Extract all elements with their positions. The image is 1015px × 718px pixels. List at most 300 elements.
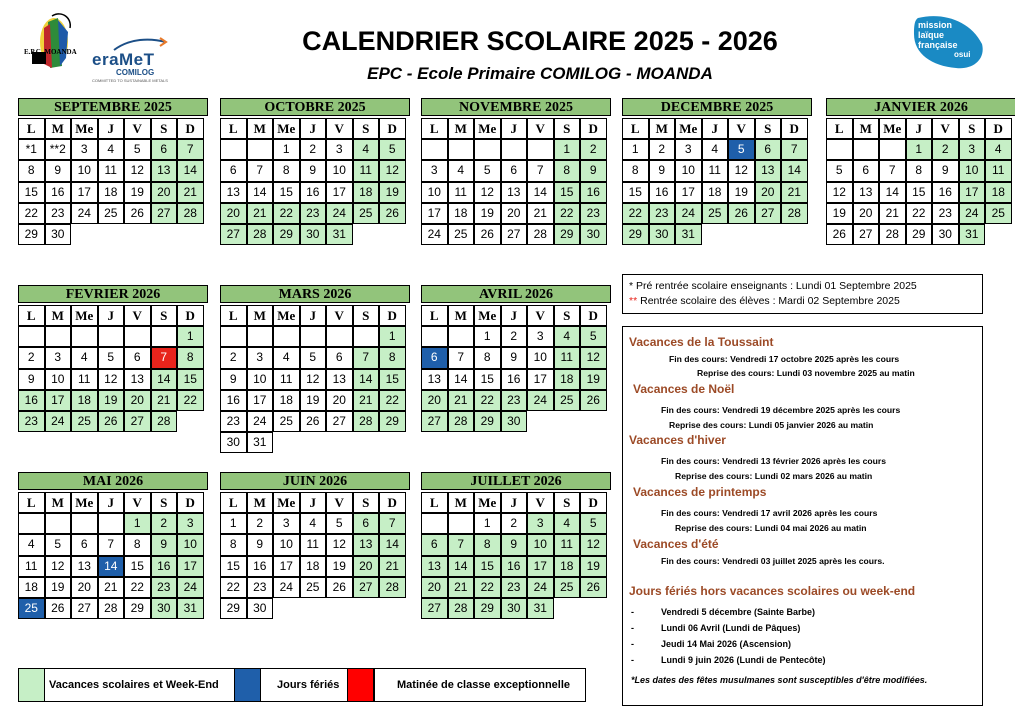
day-cell: 8 [474, 534, 501, 555]
calendar-month-june [220, 472, 410, 619]
day-cell: 21 [98, 577, 125, 598]
weekday-header: L [18, 492, 45, 513]
weekday-header: M [45, 305, 72, 326]
day-cell: 25 [985, 203, 1012, 224]
weekday-header: S [554, 118, 581, 139]
day-cell: 31 [326, 224, 353, 245]
toussaint-resume: Reprise des cours: Lundi 03 novembre 2025 au matin [697, 368, 915, 378]
day-cell: 24 [247, 411, 274, 432]
day-cell: 26 [474, 224, 501, 245]
day-cell: 5 [379, 139, 406, 160]
day-cell-blank [448, 513, 475, 534]
day-cell: 16 [247, 556, 274, 577]
day-cell: 17 [71, 182, 98, 203]
day-cell: 9 [151, 534, 178, 555]
day-cell: 21 [151, 390, 178, 411]
day-cell: 14 [879, 182, 906, 203]
weekday-header: M [247, 118, 274, 139]
legend [18, 668, 586, 702]
day-cell: 17 [326, 182, 353, 203]
day-cell: 8 [220, 534, 247, 555]
day-cell: 7 [247, 160, 274, 181]
day-cell: 25 [353, 203, 380, 224]
day-cell: 11 [985, 160, 1012, 181]
day-cell: 7 [98, 534, 125, 555]
day-cell: 3 [959, 139, 986, 160]
noel-heading: Vacances de Noël [633, 382, 735, 396]
day-cell: 19 [580, 369, 607, 390]
day-cell: 5 [98, 347, 125, 368]
day-cell-blank [326, 326, 353, 347]
day-cell: 8 [554, 160, 581, 181]
day-cell: 7 [379, 513, 406, 534]
weekday-header: V [124, 118, 151, 139]
day-cell-empty [379, 598, 406, 619]
month-title: OCTOBRE 2025 [220, 98, 410, 116]
day-cell: 19 [98, 390, 125, 411]
day-cell: 22 [273, 203, 300, 224]
holiday-item: - Lundi 9 juin 2026 (Lundi de Pentecôte) [631, 655, 826, 665]
calendar-month-may [18, 472, 208, 619]
day-cell: 14 [177, 160, 204, 181]
day-cell-blank [353, 326, 380, 347]
day-cell: 7 [527, 160, 554, 181]
weekday-header: D [379, 305, 406, 326]
day-cell: 27 [421, 411, 448, 432]
ete-heading: Vacances d'été [633, 537, 719, 551]
day-cell: 12 [98, 369, 125, 390]
weekday-header: V [326, 492, 353, 513]
day-cell: 13 [353, 534, 380, 555]
day-cell: 20 [353, 556, 380, 577]
day-cell-blank [151, 326, 178, 347]
day-cell: 27 [353, 577, 380, 598]
school-start-notes [622, 274, 983, 314]
day-cell: 17 [959, 182, 986, 203]
day-cell: 22 [124, 577, 151, 598]
day-cell: 30 [247, 598, 274, 619]
day-cell: 23 [18, 411, 45, 432]
day-cell: 13 [501, 182, 528, 203]
weekday-header: V [932, 118, 959, 139]
day-cell: 17 [45, 390, 72, 411]
calendar-month-april [421, 285, 611, 432]
month-title: MARS 2026 [220, 285, 410, 303]
weekday-header: D [177, 118, 204, 139]
day-cell: 8 [379, 347, 406, 368]
day-cell-empty [702, 224, 729, 245]
day-cell: 24 [45, 411, 72, 432]
day-cell: 4 [300, 513, 327, 534]
day-cell: 6 [220, 160, 247, 181]
day-cell: 12 [728, 160, 755, 181]
day-cell: 21 [448, 577, 475, 598]
day-cell: 11 [300, 534, 327, 555]
month-title: AVRIL 2026 [421, 285, 611, 303]
day-cell: 19 [474, 203, 501, 224]
month-title: DECEMBRE 2025 [622, 98, 812, 116]
day-cell: 9 [932, 160, 959, 181]
day-cell: 9 [18, 369, 45, 390]
day-cell-empty [326, 598, 353, 619]
day-cell-blank [71, 513, 98, 534]
day-cell: 20 [501, 203, 528, 224]
day-cell-blank [124, 326, 151, 347]
day-cell: 7 [177, 139, 204, 160]
day-cell: 27 [501, 224, 528, 245]
day-cell: 13 [326, 369, 353, 390]
holiday-item: - Lundi 06 Avril (Lundi de Pâques) [631, 623, 801, 633]
day-cell: 15 [554, 182, 581, 203]
day-cell: 20 [421, 577, 448, 598]
day-cell-empty [300, 432, 327, 453]
day-cell: 29 [474, 411, 501, 432]
day-cell: 2 [220, 347, 247, 368]
day-cell: 24 [326, 203, 353, 224]
day-cell-blank [879, 139, 906, 160]
day-cell: 22 [474, 390, 501, 411]
month-grid [18, 305, 208, 432]
day-cell-empty [527, 411, 554, 432]
month-title: JUILLET 2026 [421, 472, 611, 490]
day-cell: 9 [247, 534, 274, 555]
weekday-header: V [326, 305, 353, 326]
day-cell: 6 [124, 347, 151, 368]
day-cell-blank [421, 139, 448, 160]
day-cell: 17 [527, 556, 554, 577]
day-cell: 21 [177, 182, 204, 203]
day-cell: 18 [702, 182, 729, 203]
day-cell: 9 [649, 160, 676, 181]
day-cell-blank [448, 139, 475, 160]
month-grid [220, 118, 410, 245]
day-cell: 3 [326, 139, 353, 160]
weekday-header: V [124, 492, 151, 513]
day-cell: 11 [448, 182, 475, 203]
day-cell: 26 [379, 203, 406, 224]
day-cell: 10 [527, 534, 554, 555]
calendar-month-march [220, 285, 410, 453]
day-cell: 12 [45, 556, 72, 577]
legend-red-swatch [348, 669, 374, 701]
weekday-header: M [448, 492, 475, 513]
weekday-header: J [98, 118, 125, 139]
day-cell: 29 [474, 598, 501, 619]
day-cell: 3 [527, 326, 554, 347]
day-cell: 29 [906, 224, 933, 245]
day-cell: 21 [448, 390, 475, 411]
day-cell-blank [247, 326, 274, 347]
day-cell: 17 [273, 556, 300, 577]
day-cell: 11 [98, 160, 125, 181]
day-cell: 23 [501, 390, 528, 411]
day-cell-empty [177, 224, 204, 245]
day-cell: 29 [124, 598, 151, 619]
day-cell-blank [45, 326, 72, 347]
calendar-month-october [220, 98, 410, 245]
day-cell: 30 [649, 224, 676, 245]
day-cell: 5 [300, 347, 327, 368]
day-cell: 17 [675, 182, 702, 203]
weekday-header: M [649, 118, 676, 139]
weekday-header: S [151, 305, 178, 326]
weekday-header: J [300, 118, 327, 139]
day-cell: 22 [474, 577, 501, 598]
day-cell: 18 [18, 577, 45, 598]
day-cell: 10 [675, 160, 702, 181]
day-cell-empty [781, 224, 808, 245]
weekday-header: V [326, 118, 353, 139]
day-cell: 10 [527, 347, 554, 368]
day-cell: 30 [580, 224, 607, 245]
day-cell: 6 [421, 347, 448, 368]
day-cell: 25 [702, 203, 729, 224]
day-cell: 4 [554, 513, 581, 534]
day-cell: 18 [300, 556, 327, 577]
weekday-header: Me [71, 118, 98, 139]
day-cell: 20 [421, 390, 448, 411]
day-cell: 2 [18, 347, 45, 368]
day-cell: 14 [379, 534, 406, 555]
weekday-header: L [220, 118, 247, 139]
month-title: MAI 2026 [18, 472, 208, 490]
day-cell: 11 [18, 556, 45, 577]
day-cell: 24 [675, 203, 702, 224]
day-cell: 25 [18, 598, 45, 619]
day-cell: 15 [379, 369, 406, 390]
day-cell-empty [300, 598, 327, 619]
day-cell: 16 [932, 182, 959, 203]
day-cell: 8 [622, 160, 649, 181]
day-cell: 26 [124, 203, 151, 224]
day-cell: 19 [728, 182, 755, 203]
day-cell: 26 [326, 577, 353, 598]
day-cell-empty [353, 598, 380, 619]
day-cell: 7 [448, 534, 475, 555]
day-cell: 26 [728, 203, 755, 224]
day-cell: 30 [932, 224, 959, 245]
day-cell: 17 [527, 369, 554, 390]
month-title: JANVIER 2026 [826, 98, 1015, 116]
weekday-header: Me [273, 118, 300, 139]
day-cell: 26 [45, 598, 72, 619]
day-cell-empty [98, 224, 125, 245]
day-cell: 24 [71, 203, 98, 224]
day-cell: 22 [18, 203, 45, 224]
day-cell: 15 [177, 369, 204, 390]
day-cell: 11 [554, 347, 581, 368]
month-grid [220, 305, 410, 453]
noel-resume: Reprise des cours: Lundi 05 janvier 2026 au matin [669, 420, 874, 430]
day-cell: 19 [826, 203, 853, 224]
day-cell: 21 [527, 203, 554, 224]
ete-end: Fin des cours: Vendredi 03 juillet 2025 après les cours. [661, 556, 885, 566]
day-cell: 28 [177, 203, 204, 224]
day-cell: 11 [554, 534, 581, 555]
day-cell-blank [501, 139, 528, 160]
day-cell: 5 [580, 513, 607, 534]
month-grid [826, 118, 1015, 245]
day-cell: 29 [554, 224, 581, 245]
day-cell: 21 [247, 203, 274, 224]
day-cell: 20 [326, 390, 353, 411]
day-cell: 1 [124, 513, 151, 534]
comilog-wordmark: COMILOG [116, 68, 155, 77]
day-cell-blank [527, 139, 554, 160]
day-cell-empty [326, 432, 353, 453]
day-cell: 2 [932, 139, 959, 160]
weekday-header: M [853, 118, 880, 139]
weekday-header: D [580, 492, 607, 513]
day-cell: 25 [448, 224, 475, 245]
month-title: FEVRIER 2026 [18, 285, 208, 303]
legend-green-label: Vacances scolaires et Week-End [49, 679, 219, 691]
day-cell-empty [985, 224, 1012, 245]
day-cell: 16 [501, 556, 528, 577]
day-cell: 18 [98, 182, 125, 203]
weekday-header: D [177, 492, 204, 513]
mission-laique-logo [912, 14, 986, 70]
day-cell-blank [45, 513, 72, 534]
day-cell: 5 [580, 326, 607, 347]
day-cell: 13 [220, 182, 247, 203]
day-cell: 16 [18, 390, 45, 411]
day-cell: 5 [45, 534, 72, 555]
day-cell: 1 [474, 326, 501, 347]
day-cell: 8 [906, 160, 933, 181]
day-cell: 20 [124, 390, 151, 411]
day-cell: 29 [220, 598, 247, 619]
weekday-header: J [906, 118, 933, 139]
weekday-header: S [554, 305, 581, 326]
day-cell: 12 [326, 534, 353, 555]
calendar-month-november [421, 98, 611, 245]
day-cell: 3 [247, 347, 274, 368]
day-cell: 23 [220, 411, 247, 432]
day-cell: 14 [353, 369, 380, 390]
holiday-item: - Jeudi 14 Mai 2026 (Ascension) [631, 639, 792, 649]
weekday-header: D [580, 305, 607, 326]
weekday-header: M [247, 305, 274, 326]
day-cell-blank [98, 326, 125, 347]
day-cell: 6 [421, 534, 448, 555]
day-cell: 5 [474, 160, 501, 181]
day-cell-empty [755, 224, 782, 245]
weekday-header: S [755, 118, 782, 139]
day-cell: 18 [554, 369, 581, 390]
day-cell: 9 [580, 160, 607, 181]
day-cell: 16 [501, 369, 528, 390]
weekday-header: Me [474, 492, 501, 513]
day-cell: 12 [379, 160, 406, 181]
day-cell: 10 [45, 369, 72, 390]
student-rentree-note: ** Rentrée scolaire des élèves : Mardi 02 Septembre 2025 [629, 295, 900, 307]
day-cell: 6 [853, 160, 880, 181]
day-cell: 1 [906, 139, 933, 160]
weekday-header: D [781, 118, 808, 139]
weekday-header: L [220, 305, 247, 326]
day-cell-blank [18, 326, 45, 347]
day-cell: 18 [273, 390, 300, 411]
day-cell: 28 [879, 224, 906, 245]
day-cell: 21 [379, 556, 406, 577]
day-cell: 2 [501, 513, 528, 534]
day-cell-blank [71, 326, 98, 347]
day-cell: 30 [501, 598, 528, 619]
day-cell: 16 [151, 556, 178, 577]
day-cell: 23 [45, 203, 72, 224]
day-cell: 11 [702, 160, 729, 181]
day-cell: 27 [755, 203, 782, 224]
day-cell: 22 [554, 203, 581, 224]
weekday-header: M [448, 118, 475, 139]
weekday-header: L [622, 118, 649, 139]
page-subtitle: EPC - Ecole Primaire COMILOG - MOANDA [367, 64, 713, 83]
weekday-header: S [353, 305, 380, 326]
day-cell: 24 [421, 224, 448, 245]
weekday-header: J [98, 492, 125, 513]
weekday-header: S [353, 492, 380, 513]
day-cell-empty [580, 598, 607, 619]
day-cell: 8 [273, 160, 300, 181]
month-grid [18, 118, 208, 245]
day-cell: 26 [300, 411, 327, 432]
day-cell: 9 [501, 534, 528, 555]
day-cell-empty [177, 411, 204, 432]
day-cell: 29 [379, 411, 406, 432]
day-cell-empty [728, 224, 755, 245]
month-grid [220, 492, 410, 619]
day-cell: 20 [220, 203, 247, 224]
day-cell: 30 [151, 598, 178, 619]
printemps-resume: Reprise des cours: Lundi 04 mai 2026 au matin [675, 523, 867, 533]
day-cell: 29 [273, 224, 300, 245]
day-cell-empty [554, 411, 581, 432]
weekday-header: L [421, 118, 448, 139]
eramet-tagline: COMMITTED TO SUSTAINABLE METALS [92, 78, 168, 83]
legend-green-swatch [19, 669, 45, 701]
day-cell: 20 [755, 182, 782, 203]
public-holidays-heading: Jours fériés hors vacances scolaires ou week-end [629, 584, 916, 598]
day-cell: 15 [220, 556, 247, 577]
day-cell: 28 [527, 224, 554, 245]
day-cell-blank [421, 326, 448, 347]
day-cell: 11 [273, 369, 300, 390]
month-grid [421, 492, 611, 619]
day-cell: 10 [326, 160, 353, 181]
day-cell: 12 [580, 534, 607, 555]
day-cell: 28 [151, 411, 178, 432]
day-cell: 9 [300, 160, 327, 181]
day-cell: 26 [826, 224, 853, 245]
day-cell: 17 [177, 556, 204, 577]
day-cell: 27 [421, 598, 448, 619]
day-cell: 4 [353, 139, 380, 160]
day-cell: 22 [220, 577, 247, 598]
day-cell: 18 [353, 182, 380, 203]
hiver-heading: Vacances d'hiver [629, 433, 726, 447]
weekday-header: J [98, 305, 125, 326]
day-cell: 18 [554, 556, 581, 577]
weekday-header: D [985, 118, 1012, 139]
day-cell-blank [18, 513, 45, 534]
day-cell: 7 [151, 347, 178, 368]
day-cell: 31 [177, 598, 204, 619]
day-cell: 19 [45, 577, 72, 598]
day-cell: 15 [906, 182, 933, 203]
day-cell: *1 [18, 139, 45, 160]
day-cell: 25 [554, 577, 581, 598]
